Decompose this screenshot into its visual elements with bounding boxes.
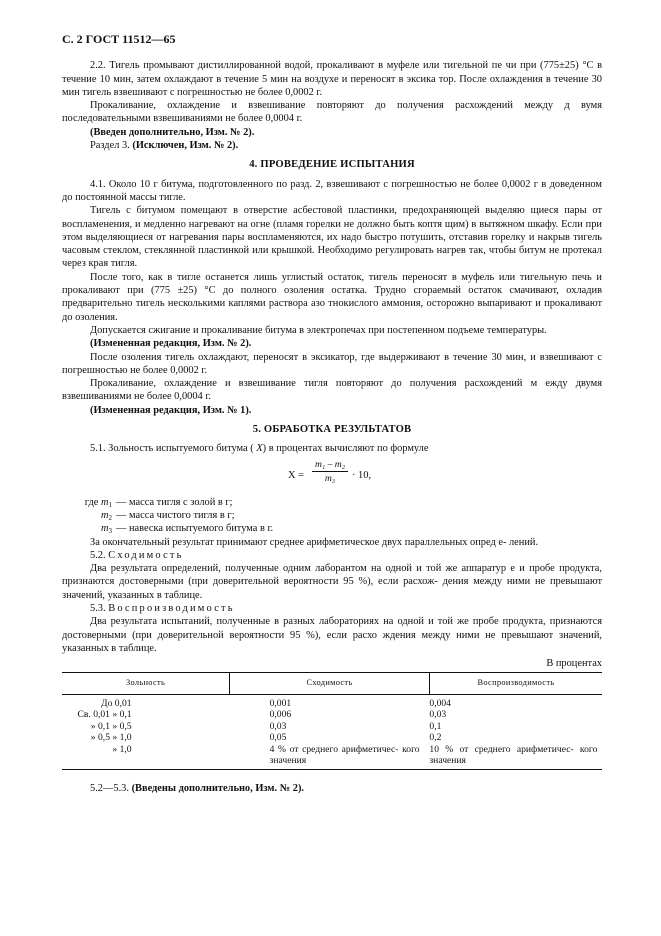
cell-repeatability: 0,05	[269, 732, 287, 744]
text-fragment: ) в процентах вычисляют по формуле	[262, 443, 429, 455]
cell-ash: Св. 0,01 » 0,1	[77, 709, 132, 721]
definition-m2	[62, 509, 602, 522]
heading-5-3	[62, 602, 602, 615]
section-4-title: 4. ПРОВЕДЕНИЕ ИСПЫТАНИЯ	[249, 159, 415, 171]
section-3-prefix: Раздел 3.	[90, 140, 133, 152]
cell-repeatability: 0,006	[269, 709, 292, 721]
formula-fraction	[312, 458, 348, 485]
heading-5-2	[62, 549, 602, 562]
text-fragment: 5.1. Зольность испытуемого битума (	[90, 443, 257, 455]
definition-m3	[62, 522, 602, 535]
table-unit-label: В процентах	[546, 658, 602, 670]
symbol-m: m	[100, 523, 109, 535]
variable-x: X	[256, 443, 263, 455]
cell-ash: » 1,0	[62, 744, 230, 770]
cell-reproducibility: 0,2	[429, 732, 442, 744]
cell-repeatability	[230, 744, 430, 770]
clause-title: Сходимость	[108, 549, 184, 561]
definition-m1	[62, 496, 602, 509]
symbol-m: m	[100, 496, 109, 508]
definition-label	[62, 522, 116, 535]
section-5-title: 5. ОБРАБОТКА РЕЗУЛЬТАТОВ	[252, 424, 412, 436]
paragraph-final-result: За окончательный результат принимают среднее арифметическое двух параллельных опред е- лений.	[90, 536, 539, 548]
amendment-note: (Измененная редакция, Изм. № 2).	[90, 338, 252, 350]
paragraph-5-3: Два результата испытаний, полученные в разных лабораториях на одной и той же пробе продукта, признаются достоверными (при доверительной вероятности 95 %), если расхо ждения между ними не превышают значений, указанных в таблице.	[62, 616, 602, 654]
table-row	[62, 744, 602, 770]
tolerance-table	[62, 672, 602, 770]
paragraph-repeat-weighing-2: Прокаливание, охлаждение и взвешивание тигля повторяют до получения расхождений м ежду двумя взвешиваниями не более 0,0004 г.	[62, 378, 602, 403]
definition-text: — масса тигля с золой в г;	[116, 496, 233, 508]
table-row	[62, 732, 602, 744]
paragraph-crucible-heating: Тигель с битумом помещают в отверстие асбестовой пластинки, предохраняющей выделяю щиеся пары от воспламенения, и медленно нагревают на огне (пламя горелки не должно быть коптя щим) в вытяжном шкафу. Если при этом выделяющиеся от нагревания пары воспламеняются, их надо быстро потушить, отставив горелку и накрыв тигель часовым стеклом, стеклянной пластинкой или крышкой. Необходимо регулировать нагрев так, чтобы битум не протекал через края тигля.	[62, 205, 602, 270]
clause-range: 5.2—5.3.	[90, 782, 132, 794]
column-header-ash: Зольность	[62, 673, 230, 695]
definition-text: — масса чистого тигля в г;	[116, 509, 235, 521]
symbol-subscript: 2	[108, 513, 112, 522]
paragraph-4-1: 4.1. Около 10 г битума, подготовленного по разд. 2, взвешивают с погрешностью не более 0,0002 г в доведенном до постоянной массы тигле.	[62, 178, 602, 203]
clause-title: Воспроизводимость	[108, 602, 235, 614]
paragraph-electric-furnace: Допускается сжигание и прокаливание битума в электропечах при постепенном подъеме температуры.	[90, 324, 547, 336]
table-header-row	[62, 673, 602, 695]
symbol-m: m	[100, 509, 109, 521]
document-page	[62, 33, 602, 795]
cell-repeatability: 0,03	[269, 720, 287, 732]
paragraph-5-1	[62, 442, 602, 455]
table-row	[62, 721, 602, 733]
cell-ash: » 0,1 » 0,5	[90, 720, 132, 732]
formula-numerator: m₁ – m₂	[312, 458, 348, 472]
cell-reproducibility: 0,1	[429, 720, 442, 732]
definition-label	[62, 509, 116, 522]
cell-ash: » 0,5 » 1,0	[90, 732, 132, 744]
cell-repeatability: 0,001	[269, 697, 292, 709]
formula-denominator: m₃	[324, 472, 336, 484]
paragraph-after-ashing: После озоления тигель охлаждают, переносят в эксикатор, где выдерживают в течение 30 мин, и взвешивают с погрешностью не более 0,0002 г.	[62, 351, 602, 376]
clause-number: 5.2.	[90, 549, 109, 561]
symbol-subscript: 1	[108, 500, 112, 509]
amendment-note: (Введен дополнительно, Изм. № 2).	[90, 126, 255, 138]
ash-content-formula	[62, 458, 602, 492]
formula-multiplier: · 10,	[352, 469, 372, 481]
paragraph-muffle-calcination: После того, как в тигле останется лишь углистый остаток, тигель переносят в муфель или тигельную печь и прокаливают при (775 ±25) °С до полного озоления остатка. Трудно сгораемый остаток смачивают, охладив предварительно тигель несколькими каплями раствора азо тнокислого аммония, осторожно выпаривают и прокаливают до озоления.	[62, 271, 602, 323]
column-header-repeatability: Сходимость	[230, 673, 430, 695]
final-amendment-note	[62, 782, 602, 795]
clause-number: 5.3.	[90, 602, 109, 614]
where-word: где	[84, 496, 101, 508]
definition-label	[62, 496, 116, 509]
variable-definitions	[62, 496, 602, 536]
formula-lhs: X =	[288, 469, 304, 481]
column-header-reproducibility: Воспроизводимость	[429, 673, 602, 695]
cell-ash: До 0,01	[101, 697, 132, 709]
cell-reproducibility: 0,004	[429, 697, 451, 709]
cell-reproducibility: 0,03	[429, 709, 447, 721]
amendment-text: (Введены дополнительно, Изм. № 2).	[131, 782, 304, 794]
table-row	[62, 694, 602, 709]
cell-text: 4 % от среднего арифметичес- кого значения	[269, 743, 420, 767]
cell-text: 10 % от среднего арифметичес- кого значения	[429, 743, 598, 767]
paragraph-repeat-weighing: Прокаливание, охлаждение и взвешивание повторяют до получения расхождений между д вумя последовательными взвешиваниями не более 0,0004 г.	[62, 100, 602, 125]
symbol-subscript: 3	[108, 527, 112, 536]
amendment-note: (Измененная редакция, Изм. № 1).	[90, 404, 252, 416]
section-3-excluded: (Исключен, Изм. № 2).	[132, 140, 239, 152]
page-header: С. 2 ГОСТ 11512—65	[62, 32, 176, 46]
section-3-note	[62, 139, 602, 152]
definition-text: — навеска испытуемого битума в г.	[116, 523, 274, 535]
paragraph-5-2: Два результата определений, полученные одним лаборантом на одной и той же аппаратур е и пробе продукта, признаются достоверными (при доверительной вероятности 95 %), если расхож- дения между ними не превышают значений, указанных в таблице.	[62, 563, 602, 601]
paragraph-2-2: 2.2. Тигель промывают дистиллированной водой, прокаливают в муфеле или тигельной пе чи при (775±25) °С в течение 10 мин, затем охлаждают в течение 5 мин на воздухе и переносят в эксика тор. После охлаждения в течение 30 мин тигель взвешивают с погрешностью не более 0,0002 г.	[62, 60, 602, 98]
cell-reproducibility	[429, 744, 602, 770]
table-row	[62, 709, 602, 721]
